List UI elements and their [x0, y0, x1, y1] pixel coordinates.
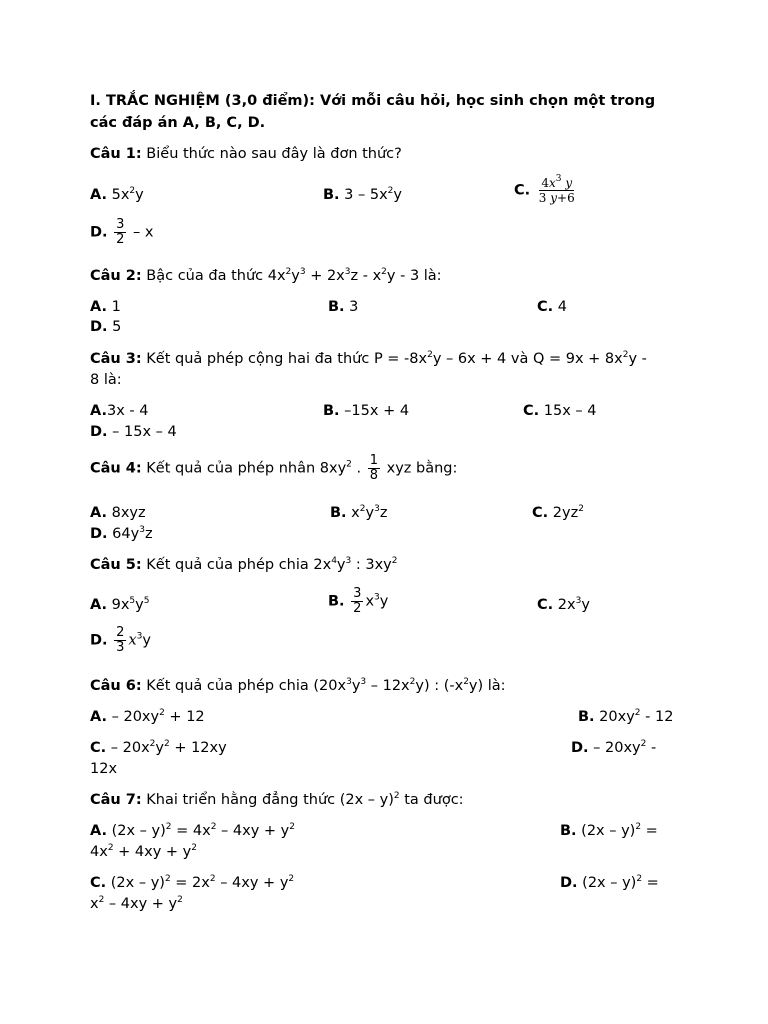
q5-option-b: B. $\frac{3}{2}$ $x^3y$ [328, 586, 389, 616]
q1-c-fraction: $\frac{4x^3 y}{3 y+6}$ [538, 174, 575, 205]
q1-d-fraction: $\frac{3}{2}$ [116, 217, 125, 247]
q1-option-d: D. $\frac{3}{2}$ – x [90, 217, 154, 247]
q4-option-b: B. $x^2y^3z$ [330, 504, 388, 521]
question-4: Câu 4: Kết quả của phép nhân $8xy^2$ . $\frac{1}{8}$ xyz bằng: [90, 453, 458, 483]
q4-option-a: A. 8xyz [90, 505, 146, 521]
question-6: Câu 6: Kết quả của phép chia $(20x^3y^3 - 12x^2y)$ : $(-x^2y)$ là: [90, 677, 506, 694]
q7-option-d: D. (2x – y)$^2$ = [560, 874, 659, 891]
q2-option-d: D. 5 [90, 319, 122, 335]
q3-option-c: C. 15x – 4 [523, 403, 597, 419]
section-title-line1: I. TRẮC NGHIỆM (3,0 điểm): Với mỗi câu hỏi, học sinh chọn một trong [90, 93, 656, 109]
question-1: Câu 1: Biểu thức nào sau đây là đơn thức? [90, 146, 402, 162]
q5-option-d: D. $\frac{2}{3}$ $x^3y$ [90, 625, 151, 655]
q6-option-a: A. – $20xy^2 + 12$ [90, 708, 205, 725]
q4-option-d: D. $64y^3z$ [90, 525, 153, 542]
q1-option-a: A. $5x^2y$ [90, 186, 144, 203]
q1-option-c: C. $\frac{4x^3 y}{3 y+6}$ [514, 174, 575, 205]
question-3-line1: Câu 3: Kết quả phép cộng hai đa thức $P = -8x^2y - 6x + 4$ và $Q = 9x + 8x^2y$ - [90, 350, 647, 367]
q7-option-c: C. $(2x - y)^2 = 2x^2 - 4xy + y^2$ [90, 874, 295, 891]
question-2: Câu 2: Bậc của đa thức $4x^2y^3 + 2x^3z - x^2y - 3$ là: [90, 267, 442, 284]
q7-option-b-continued: $4x^2 + 4xy + y^2$ [90, 843, 197, 860]
section-title-line2: các đáp án A, B, C, D. [90, 115, 266, 131]
q6-option-b: B. $20xy^2 - 12$ [578, 708, 674, 725]
question-5: Câu 5: Kết quả của phép chia $2x^4y^3$ : $3xy^2$ [90, 556, 398, 573]
q2-option-a: A. 1 [90, 299, 121, 315]
q7-option-b: B. (2x – y)$^2$ = [560, 822, 658, 839]
q5-d-fraction: $\frac{2}{3}$ [116, 625, 125, 655]
q3-option-d: D. – 15x – 4 [90, 424, 177, 440]
q6-option-c: C. – $20x^2y^2 + 12xy$ [90, 739, 227, 756]
q4-fraction: $\frac{1}{8}$ [369, 453, 378, 483]
q1-option-b: B. $3 - 5x^2y$ [323, 186, 402, 203]
q6-option-d-continued: 12x [90, 761, 118, 777]
q2-option-c: C. 4 [537, 299, 567, 315]
q5-option-c: C. $2x^3y$ [537, 596, 590, 613]
question-7: Câu 7: Khai triển hằng đẳng thức (2x – y)$^2$ ta được: [90, 791, 464, 808]
q7-option-d-continued: $x^2 - 4xy + y^2$ [90, 895, 183, 912]
q4-option-c: C. $2yz^2$ [532, 504, 584, 521]
q7-option-a: A. $(2x - y)^2 = 4x^2 - 4xy + y^2$ [90, 822, 295, 839]
q3-option-b: B. –15x + 4 [323, 403, 410, 419]
q5-option-a: A. $9x^5y^5$ [90, 596, 150, 613]
q2-option-b: B. 3 [328, 299, 359, 315]
q3-option-a: A.3x - 4 [90, 403, 149, 419]
q6-option-d: D. – $20xy^2$ - [571, 739, 657, 756]
q5-b-fraction: $\frac{3}{2}$ [353, 586, 362, 616]
question-3-line2: 8 là: [90, 372, 122, 388]
